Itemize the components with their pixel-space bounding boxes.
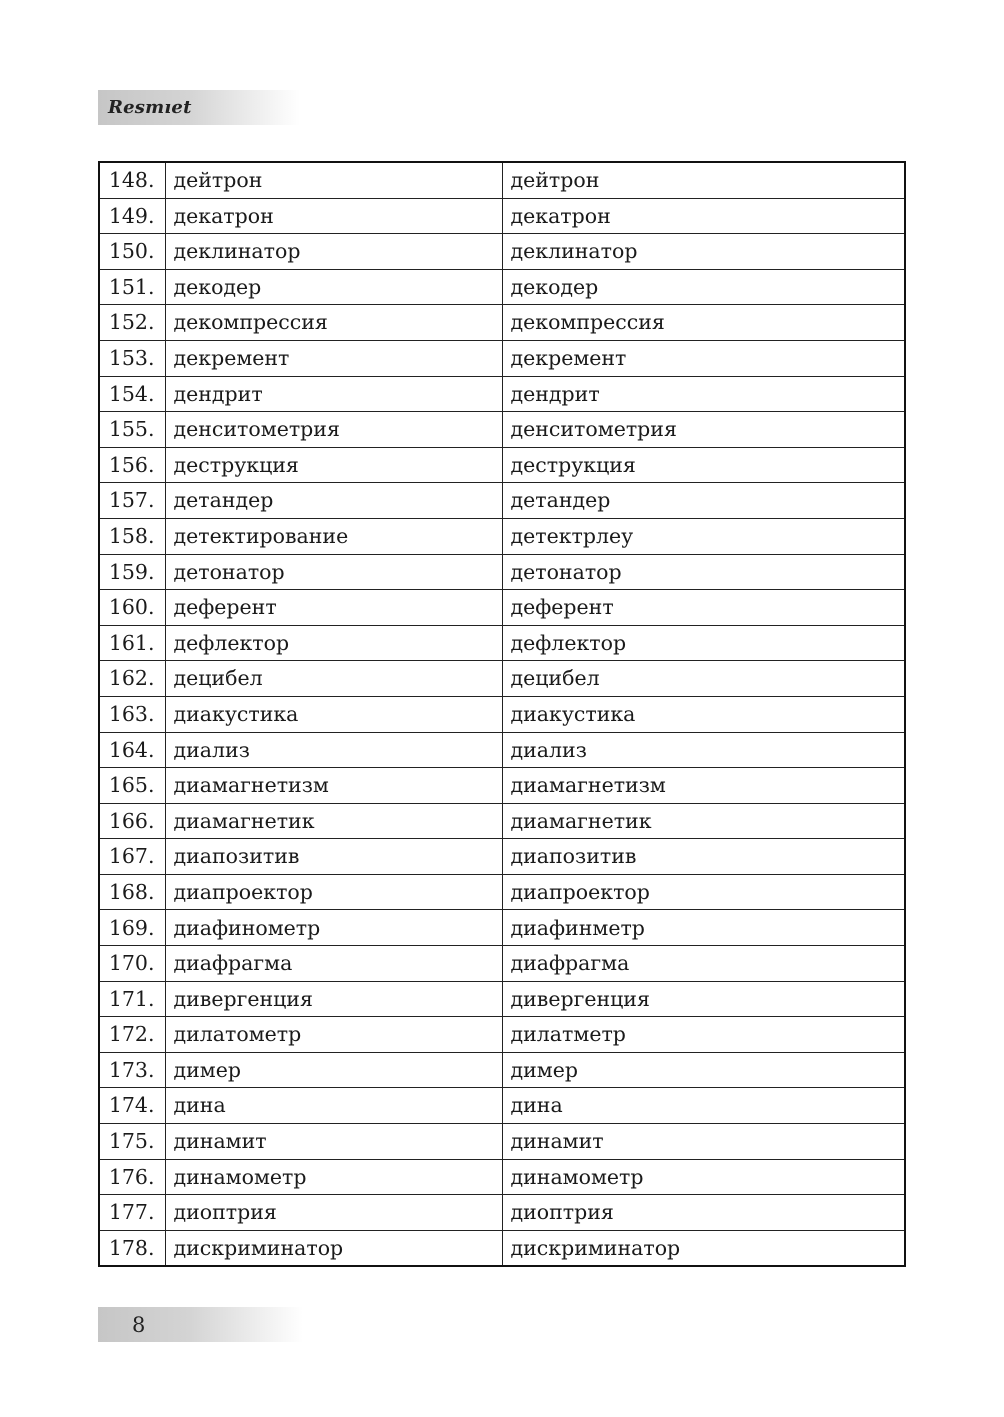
kazakh-term: декомпрессия (502, 305, 905, 341)
kazakh-term: декатрон (502, 198, 905, 234)
russian-term: дендрит (165, 376, 502, 412)
table-row (99, 803, 905, 839)
entry-number: 171. (99, 981, 165, 1017)
entry-number: 168. (99, 874, 165, 910)
table-row (99, 874, 905, 910)
russian-term: декатрон (165, 198, 502, 234)
page-number: 8 (132, 1313, 146, 1337)
table-row (99, 839, 905, 875)
russian-term: динамометр (165, 1159, 502, 1195)
entry-number: 170. (99, 946, 165, 982)
entry-number: 153. (99, 340, 165, 376)
entry-number: 158. (99, 518, 165, 554)
russian-term: диапроектор (165, 874, 502, 910)
russian-term: диамагнетизм (165, 768, 502, 804)
kazakh-term: дендрит (502, 376, 905, 412)
kazakh-term: детандер (502, 483, 905, 519)
entry-number: 152. (99, 305, 165, 341)
entry-number: 176. (99, 1159, 165, 1195)
entry-number: 151. (99, 269, 165, 305)
kazakh-term: дискриминатор (502, 1230, 905, 1266)
entry-number: 148. (99, 162, 165, 198)
kazakh-term: дейтрон (502, 162, 905, 198)
kazakh-term: диализ (502, 732, 905, 768)
running-header (98, 90, 300, 125)
header-title: Resmıet (108, 97, 192, 118)
table-row (99, 1124, 905, 1160)
kazakh-term: диафрагма (502, 946, 905, 982)
russian-term: деклинатор (165, 234, 502, 270)
table-row (99, 661, 905, 697)
entry-number: 164. (99, 732, 165, 768)
entry-number: 150. (99, 234, 165, 270)
table-row (99, 234, 905, 270)
kazakh-term: деструкция (502, 447, 905, 483)
kazakh-term: динамит (502, 1124, 905, 1160)
table-row (99, 732, 905, 768)
kazakh-term: денситометрия (502, 412, 905, 448)
russian-term: дина (165, 1088, 502, 1124)
entry-number: 167. (99, 839, 165, 875)
table-row (99, 910, 905, 946)
entry-number: 163. (99, 696, 165, 732)
entry-number: 149. (99, 198, 165, 234)
kazakh-term: диакустика (502, 696, 905, 732)
entry-number: 177. (99, 1195, 165, 1231)
table-row (99, 981, 905, 1017)
entry-number: 162. (99, 661, 165, 697)
table-row (99, 1159, 905, 1195)
entry-number: 172. (99, 1017, 165, 1053)
russian-term: децибел (165, 661, 502, 697)
russian-term: диафрагма (165, 946, 502, 982)
entry-number: 161. (99, 625, 165, 661)
table-row (99, 1230, 905, 1266)
russian-term: диоптрия (165, 1195, 502, 1231)
russian-term: детектирование (165, 518, 502, 554)
russian-term: дефлектор (165, 625, 502, 661)
russian-term: дивергенция (165, 981, 502, 1017)
kazakh-term: диафинметр (502, 910, 905, 946)
kazakh-term: деклинатор (502, 234, 905, 270)
kazakh-term: детонатор (502, 554, 905, 590)
entry-number: 155. (99, 412, 165, 448)
table-row (99, 447, 905, 483)
russian-term: диакустика (165, 696, 502, 732)
russian-term: детонатор (165, 554, 502, 590)
entry-number: 156. (99, 447, 165, 483)
kazakh-term: дина (502, 1088, 905, 1124)
kazakh-term: дилатметр (502, 1017, 905, 1053)
kazakh-term: декремент (502, 340, 905, 376)
russian-term: дейтрон (165, 162, 502, 198)
russian-term: декодер (165, 269, 502, 305)
table-row (99, 1088, 905, 1124)
table-row (99, 590, 905, 626)
russian-term: диализ (165, 732, 502, 768)
russian-term: детандер (165, 483, 502, 519)
entry-number: 173. (99, 1052, 165, 1088)
table-row (99, 483, 905, 519)
table-row (99, 412, 905, 448)
kazakh-term: декодер (502, 269, 905, 305)
russian-term: дискриминатор (165, 1230, 502, 1266)
russian-term: денситометрия (165, 412, 502, 448)
russian-term: динамит (165, 1124, 502, 1160)
entry-number: 174. (99, 1088, 165, 1124)
table-row (99, 625, 905, 661)
russian-term: декомпрессия (165, 305, 502, 341)
table-row (99, 1052, 905, 1088)
entry-number: 175. (99, 1124, 165, 1160)
kazakh-term: динамометр (502, 1159, 905, 1195)
entry-number: 154. (99, 376, 165, 412)
entry-number: 166. (99, 803, 165, 839)
table-row (99, 946, 905, 982)
terms-table (98, 161, 906, 1267)
running-footer (98, 1307, 303, 1342)
table-row (99, 1195, 905, 1231)
russian-term: дилатометр (165, 1017, 502, 1053)
kazakh-term: диамагнетик (502, 803, 905, 839)
table-row (99, 162, 905, 198)
kazakh-term: димер (502, 1052, 905, 1088)
entry-number: 165. (99, 768, 165, 804)
table-row (99, 518, 905, 554)
table-row (99, 1017, 905, 1053)
russian-term: декремент (165, 340, 502, 376)
entry-number: 160. (99, 590, 165, 626)
russian-term: диамагнетик (165, 803, 502, 839)
table-row (99, 305, 905, 341)
kazakh-term: диоптрия (502, 1195, 905, 1231)
russian-term: диапозитив (165, 839, 502, 875)
kazakh-term: дефлектор (502, 625, 905, 661)
entry-number: 178. (99, 1230, 165, 1266)
kazakh-term: диапозитив (502, 839, 905, 875)
kazakh-term: дивергенция (502, 981, 905, 1017)
kazakh-term: диамагнетизм (502, 768, 905, 804)
kazakh-term: деферент (502, 590, 905, 626)
entry-number: 159. (99, 554, 165, 590)
russian-term: диафинометр (165, 910, 502, 946)
table-row (99, 768, 905, 804)
table-row (99, 340, 905, 376)
table-row (99, 198, 905, 234)
terms-table-body (99, 162, 905, 1266)
russian-term: деструкция (165, 447, 502, 483)
russian-term: деферент (165, 590, 502, 626)
table-row (99, 554, 905, 590)
kazakh-term: детектрлеу (502, 518, 905, 554)
russian-term: димер (165, 1052, 502, 1088)
entry-number: 169. (99, 910, 165, 946)
table-row (99, 696, 905, 732)
kazakh-term: диапроектор (502, 874, 905, 910)
entry-number: 157. (99, 483, 165, 519)
table-row (99, 269, 905, 305)
kazakh-term: децибел (502, 661, 905, 697)
table-row (99, 376, 905, 412)
